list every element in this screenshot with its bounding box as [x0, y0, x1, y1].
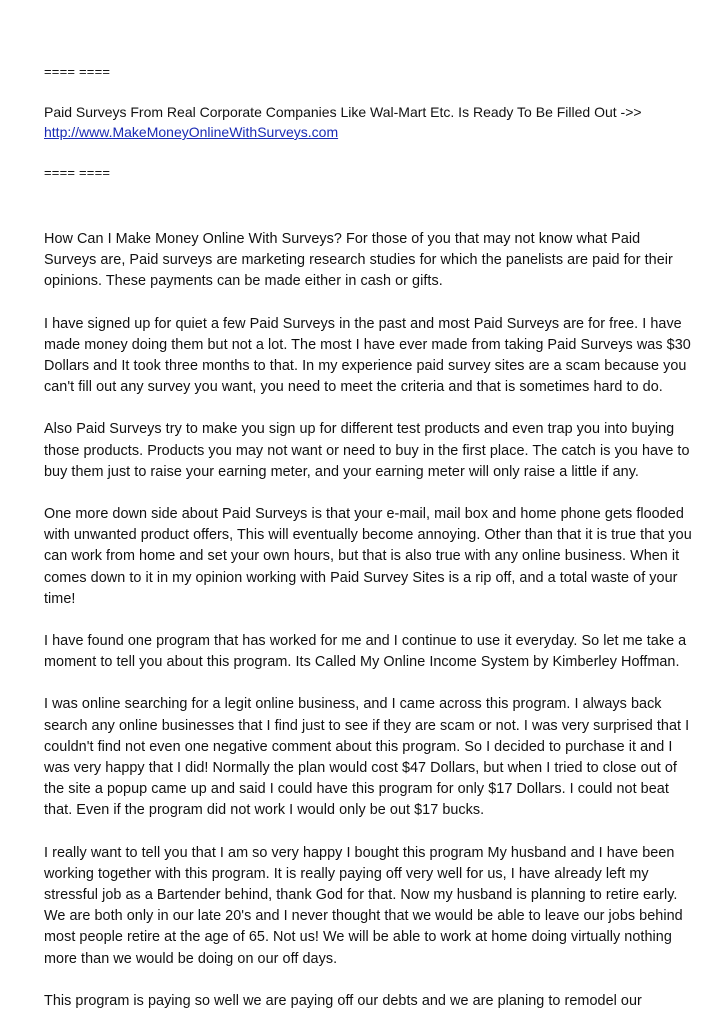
paragraph-2: I have signed up for quiet a few Paid Surveys in the past and most Paid Surveys are for free. I have made money doing them but not a lot. The most I have ever made from taking Paid Surveys was $30 Dollars and It took three months to that. In my experience paid survey sites are a scam because you can't fill out any survey you want, you need to meet the criteria and that is sometimes hard to do.	[44, 315, 691, 396]
article-body	[44, 229, 694, 1012]
paragraph-7: I really want to tell you that I am so very happy I bought this program My husband and I have been working together with this program. It is really paying off very well for us, I have already left my stressful job as a Bartender behind, thank God for that. Now my husband is planning to retire early. We are both only in our late 20's and I never thought that we would be able to leave our jobs behind most people retire at the age of 65. Not us! We will be able to work at home doing virtually nothing more than we would be doing on our off days.	[44, 844, 683, 967]
separator-bottom: ==== ====	[44, 165, 111, 180]
separator-top: ==== ====	[44, 64, 111, 79]
paragraph-6: I was online searching for a legit online business, and I came across this program. I always back search any online businesses that I find just to see if they are scam or not. I was very surprised that I couldn't find not even one negative comment about this program. So I decided to purchase it and I was very happy that I did! Normally the plan would cost $47 Dollars, but when I tried to close out of the site a popup came up and said I could have this program for only $17 Dollars. I could not beat that. Even if the program did not work I would only be out $17 bucks.	[44, 696, 690, 819]
paragraph-5: I have found one program that has worked for me and I continue to use it everyday. So let me take a moment to tell you about this program. Its Called My Online Income System by Kimberley Hoffman.	[44, 633, 687, 671]
paragraph-8: This program is paying so well we are paying off our debts and we are planing to remodel our	[44, 992, 642, 1009]
intro-line: Paid Surveys From Real Corporate Companies Like Wal-Mart Etc. Is Ready To Be Filled Out ->>	[44, 104, 642, 120]
intro-block	[44, 102, 694, 142]
intro-link[interactable]: http://www.MakeMoneyOnlineWithSurveys.com	[44, 124, 339, 140]
document-content	[44, 62, 694, 1033]
paragraph-4: One more down side about Paid Surveys is that your e-mail, mail box and home phone gets flooded with unwanted product offers, This will eventually become annoying. Other than that it is true that you can work from home and set your own hours, but that is also true with any online business. When it comes down to it in my opinion working with Paid Survey Sites is a rip off, and a total waste of your time!	[44, 506, 692, 607]
paragraph-1: How Can I Make Money Online With Surveys? For those of you that may not know what Paid Surveys are, Paid surveys are marketing research studies for which the panelists are paid for their opinions. These payments can be made either in cash or gifts.	[44, 231, 673, 290]
paragraph-3: Also Paid Surveys try to make you sign up for different test products and even trap you into buying those products. Products you may not want or need to buy in the first place. The catch is you have to buy them just to raise your earning meter, and your earning meter will only raise a little if any.	[44, 421, 690, 480]
